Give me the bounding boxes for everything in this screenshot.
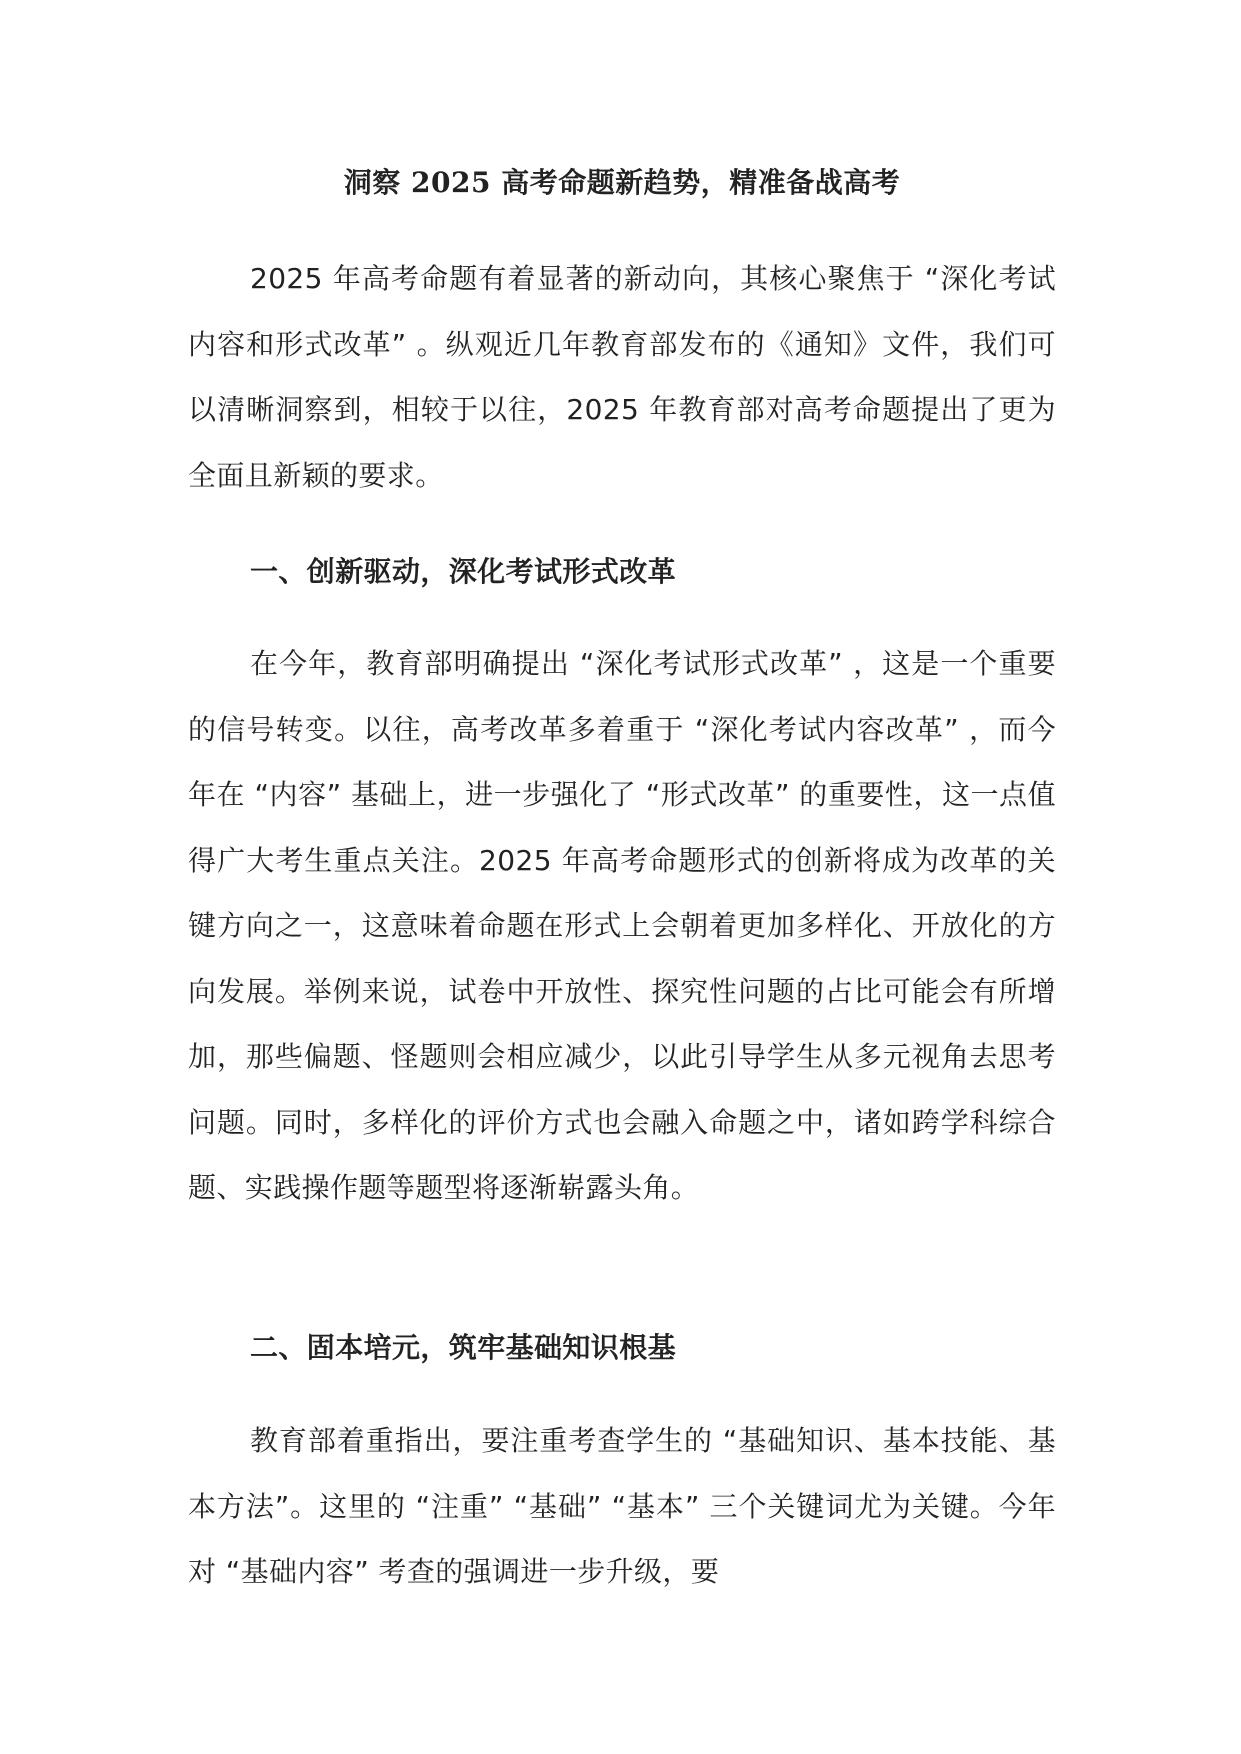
document-title: 洞察 2025 高考命题新趋势，精准备战高考 (343, 166, 901, 199)
section-1-heading: 一、创新驱动，深化考试形式改革 (250, 555, 677, 588)
intro-paragraph: 2025 年高考命题有着显著的新动向，其核心聚焦于 “深化考试内容和形式改革” 。纵观近几年教育部发布的《通知》文件，我们可以清晰洞察到，相较于以往，2025 年教育部对高考命题提出了更为全面且新颖的要求。 (188, 262, 1056, 492)
section-2-heading: 二、固本培元，筑牢基础知识根基 (250, 1331, 677, 1364)
section-1-paragraph: 在今年，教育部明确提出 “深化考试形式改革” ，这是一个重要的信号转变。以往，高考改革多着重于 “深化考试内容改革” ，而今年在 “内容” 基础上，进一步强化了 “形式改革” 的重要性，这一点值得广大考生重点关注。2025 年高考命题形式的创新将成为改革的关键方向之一，这意味着命题在形式上会朝着更加多样化、开放化的方向发展。举例来说，试卷中开放性、探究性问题的占比可能会有所增加，那些偏题、怪题则会相应减少，以此引导学生从多元视角去思考问题。同时，多样化的评价方式也会融入命题之中，诸如跨学科综合题、实践操作题等题型将逐渐崭露头角。 (188, 647, 1056, 1204)
section-2-paragraph: 教育部着重指出，要注重考查学生的 “基础知识、基本技能、基本方法”。这里的 “注重” “基础” “基本” 三个关键词尤为关键。今年对 “基础内容” 考查的强调进一步升级，要 (188, 1424, 1056, 1588)
